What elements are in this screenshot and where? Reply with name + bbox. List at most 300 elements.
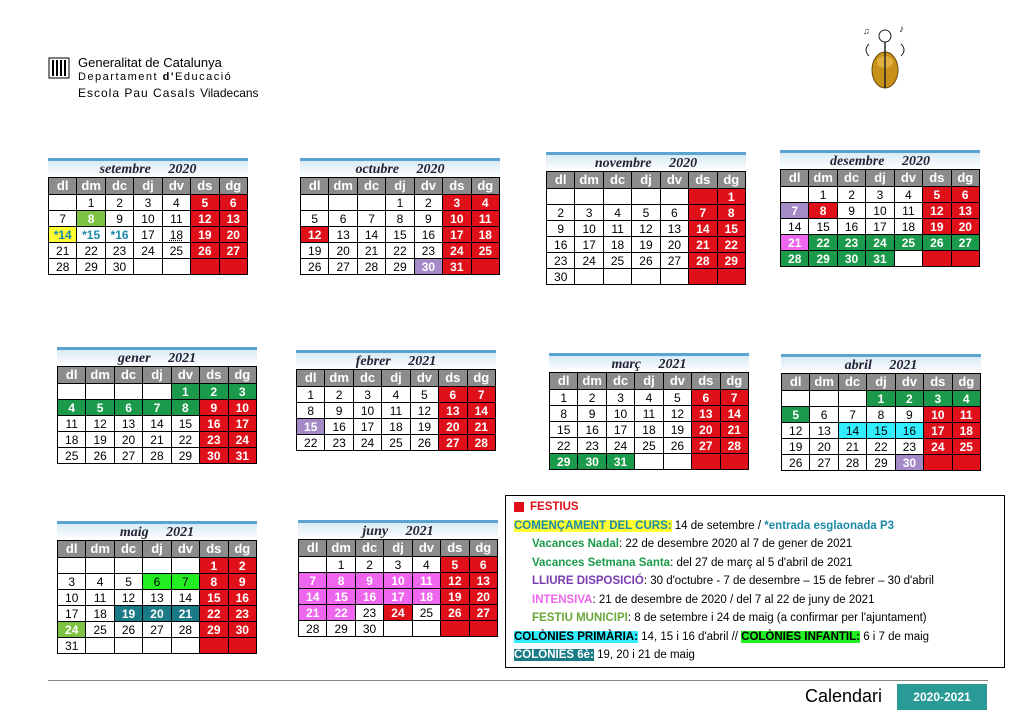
day-cell: 28 xyxy=(299,621,327,637)
day-cell: 23 xyxy=(325,435,353,451)
day-cell: 2 xyxy=(200,384,228,400)
weekday-dg: dg xyxy=(952,374,980,391)
day-cell: 11 xyxy=(603,221,631,237)
day-cell: 12 xyxy=(782,423,810,439)
day-cell: 20 xyxy=(219,227,247,243)
day-cell: 17 xyxy=(866,219,894,235)
day-cell: 18 xyxy=(162,227,190,243)
week-row xyxy=(547,221,746,237)
day-cell: 31 xyxy=(606,454,634,470)
day-cell: 5 xyxy=(923,187,951,203)
weekday-ds: ds xyxy=(443,178,471,195)
week-row xyxy=(781,187,980,203)
day-cell: 16 xyxy=(200,416,228,432)
day-cell: 17 xyxy=(443,227,471,243)
header-line2 xyxy=(78,71,232,83)
empty-cell xyxy=(632,269,660,285)
day-cell: 17 xyxy=(575,237,603,253)
footer-divider xyxy=(48,680,988,681)
day-cell: 19 xyxy=(632,237,660,253)
empty-cell xyxy=(603,269,631,285)
day-cell: 8 xyxy=(171,400,199,416)
day-cell: 30 xyxy=(414,259,442,275)
day-cell: 11 xyxy=(471,211,499,227)
day-cell: 14 xyxy=(357,227,385,243)
day-cell: 16 xyxy=(547,237,575,253)
day-cell: 13 xyxy=(439,403,467,419)
legend-intensiva-label: INTENSIVA xyxy=(532,593,593,606)
weekday-dm: dm xyxy=(810,374,838,391)
weekday-header-row xyxy=(58,541,257,558)
week-row xyxy=(58,432,257,448)
day-cell: 4 xyxy=(894,187,922,203)
legend-primaria-text: 14, 15 i 16 d'abril // xyxy=(637,630,742,643)
month-title: setembre 2020 xyxy=(48,158,248,177)
weekday-dc: dc xyxy=(837,170,865,187)
empty-cell xyxy=(575,269,603,285)
weekday-ds: ds xyxy=(689,172,717,189)
day-cell: 12 xyxy=(410,403,438,419)
day-cell: *14 xyxy=(49,227,77,243)
day-cell: 8 xyxy=(809,203,837,219)
day-cell: 3 xyxy=(924,391,952,407)
weekday-header-row xyxy=(297,370,496,387)
legend-colonies xyxy=(514,631,996,650)
day-cell: 12 xyxy=(663,406,691,422)
day-cell: 19 xyxy=(663,422,691,438)
day-cell: 15 xyxy=(297,419,325,435)
day-cell: 6 xyxy=(469,557,497,573)
empty-cell xyxy=(810,391,838,407)
weekday-dj: dj xyxy=(632,172,660,189)
legend-lliure-text: : 30 d'octubre - 7 de desembre – 15 de febrer – 30 d'abril xyxy=(643,575,934,587)
month-table xyxy=(549,372,749,470)
weekday-dj: dj xyxy=(134,178,162,195)
weekday-dl: dl xyxy=(299,540,327,557)
day-cell: 27 xyxy=(439,435,467,451)
day-cell: 7 xyxy=(49,211,77,227)
day-cell: 30 xyxy=(105,259,133,275)
month-title: juny 2021 xyxy=(298,520,498,539)
week-row xyxy=(781,219,980,235)
day-cell: 9 xyxy=(228,574,256,590)
school-name: Escola Pau Casals xyxy=(78,86,201,100)
day-cell: 28 xyxy=(781,251,809,267)
day-cell: 21 xyxy=(467,419,495,435)
red-square-icon xyxy=(514,502,524,512)
day-cell: 10 xyxy=(866,203,894,219)
weekday-header-row xyxy=(58,367,257,384)
day-cell: 14 xyxy=(838,423,866,439)
day-cell: 27 xyxy=(469,605,497,621)
weekday-dj: dj xyxy=(143,541,171,558)
day-cell: 7 xyxy=(838,407,866,423)
month-title: febrer 2021 xyxy=(296,350,496,369)
day-cell: 20 xyxy=(692,422,720,438)
dept-d: d' xyxy=(162,71,175,83)
musician-violin-icon xyxy=(855,22,915,92)
day-cell: 18 xyxy=(603,237,631,253)
day-cell: 15 xyxy=(717,221,745,237)
day-cell: 26 xyxy=(632,253,660,269)
day-cell: 25 xyxy=(86,622,114,638)
day-cell: 12 xyxy=(923,203,951,219)
day-cell: 20 xyxy=(660,237,688,253)
day-cell: 1 xyxy=(77,195,105,211)
weekday-dv: dv xyxy=(414,178,442,195)
day-cell: 19 xyxy=(114,606,142,622)
weekday-dc: dc xyxy=(355,540,383,557)
weekday-dv: dv xyxy=(660,172,688,189)
day-cell: 23 xyxy=(355,605,383,621)
day-cell: 6 xyxy=(660,205,688,221)
empty-cell xyxy=(384,621,412,637)
day-cell: 9 xyxy=(578,406,606,422)
day-cell: 20 xyxy=(329,243,357,259)
day-cell: 13 xyxy=(951,203,979,219)
day-cell: 1 xyxy=(200,558,228,574)
day-cell: 11 xyxy=(894,203,922,219)
day-cell: 18 xyxy=(412,589,440,605)
week-row xyxy=(49,227,248,243)
empty-cell xyxy=(219,259,247,275)
day-cell: 29 xyxy=(550,454,578,470)
empty-cell xyxy=(635,454,663,470)
day-cell: 19 xyxy=(301,243,329,259)
day-cell: 24 xyxy=(924,439,952,455)
day-cell: 19 xyxy=(191,227,219,243)
day-cell: 19 xyxy=(923,219,951,235)
day-cell: 20 xyxy=(114,432,142,448)
day-cell: 9 xyxy=(200,400,228,416)
empty-cell xyxy=(299,557,327,573)
weekday-dj: dj xyxy=(382,370,410,387)
legend-nadal-label: Vacances Nadal xyxy=(532,538,619,550)
month-table xyxy=(298,539,498,637)
svg-text:♪: ♪ xyxy=(899,24,904,35)
day-cell: 21 xyxy=(720,422,748,438)
day-cell: 26 xyxy=(923,235,951,251)
month-table xyxy=(57,540,257,654)
day-cell: 22 xyxy=(171,432,199,448)
empty-cell xyxy=(58,558,86,574)
week-row xyxy=(299,557,498,573)
day-cell: 10 xyxy=(228,400,256,416)
week-row xyxy=(58,590,257,606)
weekday-ds: ds xyxy=(439,370,467,387)
weekday-dv: dv xyxy=(171,367,199,384)
day-cell: 10 xyxy=(58,590,86,606)
empty-cell xyxy=(228,638,256,654)
day-cell: 12 xyxy=(441,573,469,589)
day-cell: 22 xyxy=(867,439,895,455)
weekday-ds: ds xyxy=(692,373,720,390)
day-cell: 17 xyxy=(134,227,162,243)
day-cell: 11 xyxy=(635,406,663,422)
day-cell: 24 xyxy=(58,622,86,638)
month-novembre xyxy=(546,152,746,285)
empty-cell xyxy=(171,638,199,654)
week-row xyxy=(58,574,257,590)
weekday-header-row xyxy=(299,540,498,557)
legend-festiu-text: : 8 de setembre i 24 de maig (a confirmar per l'ajuntament) xyxy=(627,612,927,624)
month-title: desembre 2020 xyxy=(780,150,980,169)
month-title: octubre 2020 xyxy=(300,158,500,177)
day-cell: 15 xyxy=(809,219,837,235)
day-cell: 27 xyxy=(114,448,142,464)
day-cell: 26 xyxy=(663,438,691,454)
weekday-dg: dg xyxy=(717,172,745,189)
day-cell: 25 xyxy=(635,438,663,454)
legend-festiu-label: FESTIU MUNICIPI xyxy=(532,612,628,624)
week-row xyxy=(782,391,981,407)
day-cell: 12 xyxy=(301,227,329,243)
day-cell: 25 xyxy=(58,448,86,464)
day-cell: 4 xyxy=(603,205,631,221)
day-cell: 17 xyxy=(58,606,86,622)
day-cell: 22 xyxy=(386,243,414,259)
day-cell: 7 xyxy=(781,203,809,219)
header-line1: Generalitat de Catalunya xyxy=(78,55,222,70)
day-cell: 3 xyxy=(443,195,471,211)
day-cell: 21 xyxy=(781,235,809,251)
day-cell: 21 xyxy=(838,439,866,455)
month-title: abril 2021 xyxy=(781,354,981,373)
day-cell: 6 xyxy=(114,400,142,416)
day-cell: 13 xyxy=(329,227,357,243)
empty-cell xyxy=(86,384,114,400)
empty-cell xyxy=(143,558,171,574)
day-cell: 28 xyxy=(838,455,866,471)
day-cell: 27 xyxy=(660,253,688,269)
empty-cell xyxy=(951,251,979,267)
weekday-dg: dg xyxy=(471,178,499,195)
week-row xyxy=(782,407,981,423)
day-cell: 18 xyxy=(86,606,114,622)
month-table xyxy=(781,373,981,471)
day-cell: 8 xyxy=(200,574,228,590)
weekday-dj: dj xyxy=(635,373,663,390)
day-cell: 23 xyxy=(105,243,133,259)
day-cell: 4 xyxy=(412,557,440,573)
week-row xyxy=(297,419,496,435)
day-cell: 6 xyxy=(439,387,467,403)
day-cell: 2 xyxy=(837,187,865,203)
week-row xyxy=(301,259,500,275)
week-row xyxy=(781,203,980,219)
month-gener xyxy=(57,347,257,464)
day-cell: 26 xyxy=(782,455,810,471)
weekday-dg: dg xyxy=(219,178,247,195)
legend-lliure-label: LLIURE DISPOSICIÓ xyxy=(532,575,644,587)
legend-intensiva-text: : 21 de desembre de 2020 / del 7 al 22 de juny de 2021 xyxy=(592,593,875,606)
day-cell: 8 xyxy=(550,406,578,422)
weekday-header-row xyxy=(547,172,746,189)
day-cell: 5 xyxy=(632,205,660,221)
day-cell: 10 xyxy=(353,403,381,419)
day-cell: 7 xyxy=(143,400,171,416)
day-cell: 1 xyxy=(297,387,325,403)
day-cell: 2 xyxy=(355,557,383,573)
day-cell: 14 xyxy=(171,590,199,606)
dept-text: Departament xyxy=(78,71,163,83)
day-cell: 6 xyxy=(951,187,979,203)
week-row xyxy=(49,211,248,227)
day-cell: 21 xyxy=(689,237,717,253)
week-row xyxy=(301,211,500,227)
day-cell: 31 xyxy=(866,251,894,267)
day-cell: 11 xyxy=(86,590,114,606)
school-town: Viladecans xyxy=(200,86,259,100)
legend-santa-label: Vacances Setmana Santa xyxy=(532,556,671,569)
day-cell: 26 xyxy=(301,259,329,275)
month-title: març 2021 xyxy=(549,353,749,372)
weekday-dv: dv xyxy=(894,170,922,187)
day-cell: 7 xyxy=(689,205,717,221)
day-cell: 11 xyxy=(952,407,980,423)
week-row xyxy=(297,435,496,451)
day-cell: 23 xyxy=(895,439,923,455)
empty-cell xyxy=(603,189,631,205)
day-cell: 5 xyxy=(301,211,329,227)
legend-entrada: *entrada esglaonada P3 xyxy=(764,519,895,532)
empty-cell xyxy=(86,558,114,574)
day-cell: 9 xyxy=(837,203,865,219)
week-row xyxy=(49,243,248,259)
weekday-dc: dc xyxy=(114,367,142,384)
day-cell: 22 xyxy=(77,243,105,259)
day-cell: 25 xyxy=(412,605,440,621)
month-table xyxy=(546,171,746,285)
day-cell: 9 xyxy=(414,211,442,227)
month-table xyxy=(780,169,980,267)
day-cell: 29 xyxy=(386,259,414,275)
day-cell: 26 xyxy=(441,605,469,621)
day-cell: 28 xyxy=(689,253,717,269)
weekday-dm: dm xyxy=(86,367,114,384)
day-cell: 8 xyxy=(867,407,895,423)
day-cell: 6 xyxy=(329,211,357,227)
weekday-dl: dl xyxy=(58,367,86,384)
day-cell: 3 xyxy=(353,387,381,403)
week-row xyxy=(301,227,500,243)
week-row xyxy=(781,235,980,251)
empty-cell xyxy=(143,638,171,654)
day-cell: 4 xyxy=(86,574,114,590)
day-cell: 28 xyxy=(467,435,495,451)
weekday-dm: dm xyxy=(575,172,603,189)
legend-santa xyxy=(514,557,996,576)
day-cell: 31 xyxy=(228,448,256,464)
legend-sise-label: COLÒNIES 6è: xyxy=(514,649,594,661)
day-cell: 8 xyxy=(327,573,355,589)
day-cell: 20 xyxy=(439,419,467,435)
day-cell: 19 xyxy=(441,589,469,605)
empty-cell xyxy=(689,269,717,285)
empty-cell xyxy=(692,454,720,470)
empty-cell xyxy=(412,621,440,637)
day-cell: 13 xyxy=(143,590,171,606)
weekday-dv: dv xyxy=(162,178,190,195)
month-desembre xyxy=(780,150,980,267)
empty-cell xyxy=(471,259,499,275)
day-cell: 29 xyxy=(171,448,199,464)
generalitat-logo-icon xyxy=(48,57,70,79)
day-cell: 17 xyxy=(353,419,381,435)
weekday-header-row xyxy=(781,170,980,187)
weekday-dj: dj xyxy=(143,367,171,384)
day-cell: *16 xyxy=(105,227,133,243)
day-cell: 1 xyxy=(386,195,414,211)
weekday-dm: dm xyxy=(77,178,105,195)
day-cell: 4 xyxy=(382,387,410,403)
day-cell: 5 xyxy=(441,557,469,573)
week-row xyxy=(550,406,749,422)
day-cell: 12 xyxy=(632,221,660,237)
month-title: gener 2021 xyxy=(57,347,257,366)
day-cell: 11 xyxy=(58,416,86,432)
empty-cell xyxy=(200,638,228,654)
weekday-dl: dl xyxy=(782,374,810,391)
day-cell: 14 xyxy=(299,589,327,605)
week-row xyxy=(58,622,257,638)
day-cell: 18 xyxy=(382,419,410,435)
week-row xyxy=(58,416,257,432)
weekday-dc: dc xyxy=(357,178,385,195)
empty-cell xyxy=(782,391,810,407)
weekday-dl: dl xyxy=(781,170,809,187)
empty-cell xyxy=(469,621,497,637)
header-line3 xyxy=(78,86,259,100)
day-cell: 24 xyxy=(134,243,162,259)
weekday-dc: dc xyxy=(838,374,866,391)
day-cell: 13 xyxy=(469,573,497,589)
empty-cell xyxy=(689,189,717,205)
day-cell: 17 xyxy=(228,416,256,432)
day-cell: 12 xyxy=(86,416,114,432)
day-cell: 2 xyxy=(325,387,353,403)
day-cell: 25 xyxy=(894,235,922,251)
day-cell: 12 xyxy=(114,590,142,606)
day-cell: 23 xyxy=(414,243,442,259)
day-cell: 19 xyxy=(86,432,114,448)
day-cell: 16 xyxy=(325,419,353,435)
day-cell: 28 xyxy=(171,622,199,638)
legend-festiu xyxy=(514,612,996,631)
week-row xyxy=(49,195,248,211)
day-cell: 8 xyxy=(297,403,325,419)
day-cell: 19 xyxy=(410,419,438,435)
day-cell: 24 xyxy=(443,243,471,259)
legend-nadal xyxy=(514,538,996,557)
empty-cell xyxy=(58,384,86,400)
day-cell: 30 xyxy=(578,454,606,470)
day-cell: 11 xyxy=(412,573,440,589)
weekday-header-row xyxy=(550,373,749,390)
weekday-dg: dg xyxy=(951,170,979,187)
weekday-dl: dl xyxy=(550,373,578,390)
day-cell: 14 xyxy=(689,221,717,237)
weekday-dv: dv xyxy=(895,374,923,391)
weekday-header-row xyxy=(301,178,500,195)
weekday-dj: dj xyxy=(386,178,414,195)
empty-cell xyxy=(924,455,952,471)
legend-nadal-text: : 22 de desembre 2020 al 7 de gener de 2021 xyxy=(618,538,853,550)
day-cell: 13 xyxy=(692,406,720,422)
empty-cell xyxy=(781,187,809,203)
day-cell: 20 xyxy=(143,606,171,622)
day-cell: 21 xyxy=(49,243,77,259)
